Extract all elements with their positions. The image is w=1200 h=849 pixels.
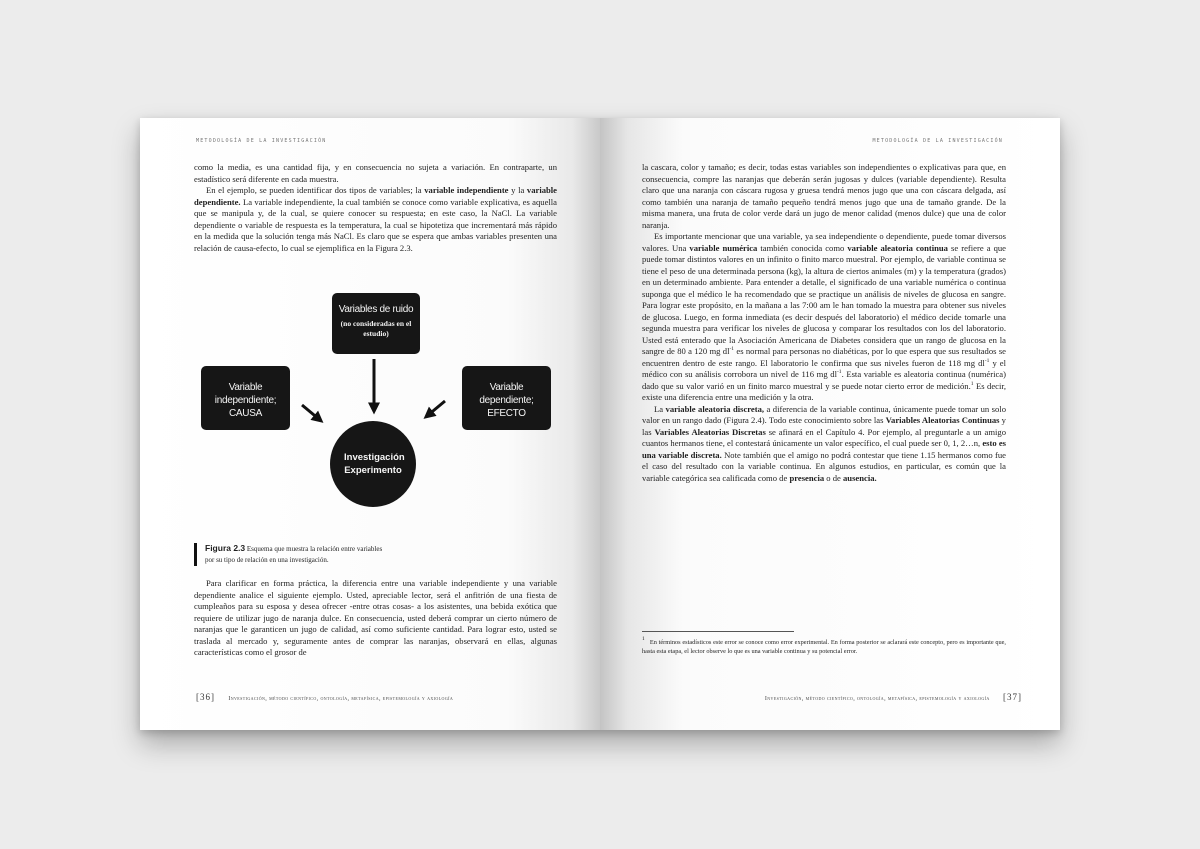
paragraph: Para clarificar en forma práctica, la diferencia entre una variable independiente y una variable dependiente analice el siguiente ejemplo. Usted, apreciable lector, será el anfitrión de una fiesta de cumpleaños para su esposa y desea ofrecer -entre otras cosas- a los asistentes, una bebida exótica que requiere de utilizar jugo de naranja dulce. En consecuencia, usted deberá comprar un cierto número de naranjas que le garanticen un jugo de calidad, así como suficiente cantidad. Para lograr esto, usted se traslada al mercado y, seguramente antes de comprar las naranjas, observará en ellas, algunas características como el grosor de: [194, 578, 557, 657]
footnote-mark: 1: [642, 636, 645, 642]
paragraph: En el ejemplo, se pueden identificar dos tipos de variables; la variable independiente y la variable dependiente. La variable independiente, la cual también se conoce como variable explicativa, es aquella que se manipula y, de la cual, se quiere conocer su respuesta; en este caso, la NaCl. La variable dependiente o variable de respuesta es la temperatura, la cual se hipotetiza que incrementará más rápido en la medida que la solución tenga más NaCl. Es claro que se espera que ambas variables presenten una relación de causa-efecto, lo cual se ejemplifica en la Figura 2.3.: [194, 185, 557, 253]
right-page: [600, 118, 1060, 730]
paragraph: la cascara, color y tamaño; es decir, todas estas variables son independientes o explicativas para que, en consecuencia, compre las naranjas que deberán serán jugosas y dulces (variable dependiente). Resulta claro que una naranja con cáscara rugosa y gruesa tendrá menos jugo que una con cáscara delgada, así como también una naranja de tamaño pequeño tendrá menos jugo que una de tamaño grande. De la misma manera, una fruta de color verde dará un jugo de menor calidad (menos dulce) que una de color naranja.: [642, 162, 1006, 230]
experiment-label: Investigación Experimento: [344, 452, 405, 476]
arrow-from-left: [302, 405, 320, 420]
left-bottom-text: [194, 578, 557, 659]
running-head-left: METODOLOGÍA DE LA INVESTIGACIÓN: [196, 138, 327, 144]
noise-variables-note: (no consideradas en el estudio): [340, 319, 412, 338]
figure-label: Figura 2.3: [205, 543, 246, 553]
arrow-from-right: [427, 401, 445, 416]
paragraph: Es importante mencionar que una variable, ya sea independiente o dependiente, puede tomar diversos valores. Una variable numérica también conocida como variable aleatoria continua se refiere a que puede tomar distintos valores en un infinito o finito marco muestral. Por ejemplo, de variable continua se tiene el peso de una determinada persona (kg), la altura de ciertos animales (m) y la temperatura (grados) en un determinado ambiente. Para entender a detalle, el significado de una variable numérica o continua suponga que el médico le ha recomendado que se practique un análisis de niveles de glucosa en sangre. Para lograr este propósito, en la mañana a las 7:00 am le han tomado la muestra para obtener sus niveles de glucosa. Luego, en forma inmediata (es decir después del laboratorio) el médico decide tomarle una segunda muestra para verificar los niveles de glucosa y comparar los resultados con los del laboratorio. Usted está enterado que la Asociación Americana de Diabetes considera que un rango de glucosa en la sangre de 80 a 120 mg $dl^{-1}$ es normal para personas no diabéticas, por lo que espera que sus resultados se encuentren dentro de este rango. El laboratorio le confirma que sus niveles fueron de 118 mg $dl^{-1}$ y el médico con su análisis corrobora un nivel de 116 mg $dl^{-1}$. Esta variable es aleatoria continua (numérica) dado que su valor varió en un finito marco muestral y se puede notar cierto error de medición.$^1$ Es decir, existe una diferencia entre una medición y la otra.: [642, 231, 1006, 402]
running-head-right: METODOLOGÍA DE LA INVESTIGACIÓN: [872, 138, 1003, 144]
independent-variable-label: Variable independiente; CAUSA: [214, 382, 277, 419]
footnote: [642, 636, 1006, 656]
caption-line-2: por su tipo de relación en una investigación.: [205, 556, 329, 564]
page-number-left: [36]: [196, 692, 215, 702]
right-footer: [765, 692, 1022, 702]
footer-title-right: Investigación, método científico, ontología, metafísica, epistemología y axiología: [764, 696, 990, 702]
right-main-text: [642, 162, 1006, 484]
left-footer: [196, 692, 453, 702]
dependent-variable-label: Variable dependiente; EFECTO: [479, 382, 534, 419]
left-page: [140, 118, 600, 730]
footnote-text: En términos estadísticos este error se conoce como error experimental. En forma posterior se aclarará este concepto, pero es importante que, hasta esta etapa, el lector observe lo que es una variable continua y su potencial error.: [642, 639, 1006, 655]
page-number-right: [37]: [1003, 692, 1022, 702]
footer-title-left: Investigación, método científico, ontología, metafísica, epistemología y axiología: [228, 696, 454, 702]
footnote-rule: [642, 631, 794, 632]
figure-caption: [194, 543, 382, 566]
noise-variables-title: Variables de ruido: [338, 304, 414, 315]
caption-line-1: Esquema que muestra la relación entre variables: [246, 545, 383, 553]
paragraph: como la media, es una cantidad fija, y en consecuencia no sujeta a variación. En contraparte, un estadístico será diferente en cada muestra.: [194, 162, 557, 184]
paragraph: La variable aleatoria discreta, a diferencia de la variable continua, únicamente puede tomar un solo valor en un rango dado (Figura 2.4). Todo este conocimiento sobre las Variables Aleatorias Continuas y las Variables Aleatorias Discretas se afinará en el Capítulo 4. Por ejemplo, al preguntarle a un amigo cuantos hermanos tiene, el contestará únicamente un valor específico, el cual puede ser 0, 1, 2…n, esto es una variable discreta. Note también que el amigo no podrá contestar que tiene 1.15 hermanos como fue el caso del resultado con la variable continua. En algunos estudios, en particular, es común que la variable categórica sea calificada como de presencia o de ausencia.: [642, 403, 1007, 483]
